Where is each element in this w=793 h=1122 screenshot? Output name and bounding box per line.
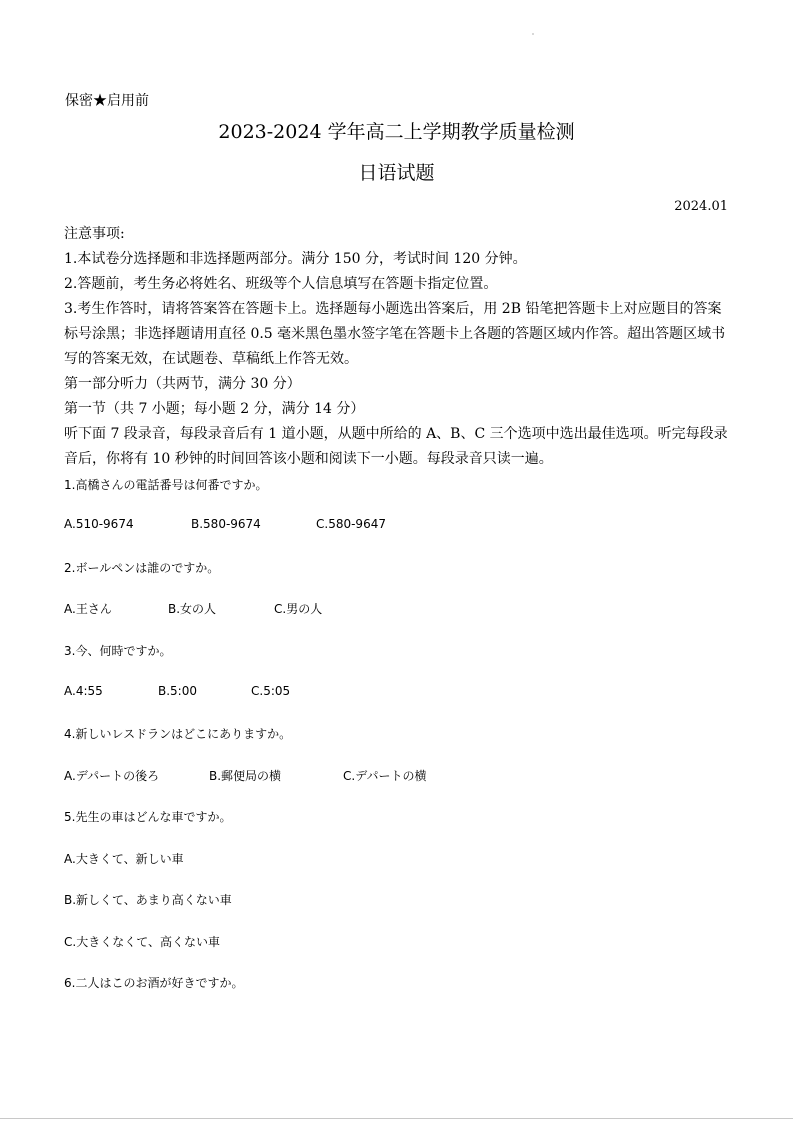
- scan-dot: [532, 33, 534, 35]
- option-b: B.5:00: [158, 684, 197, 698]
- question-text: 4.新しいレスドランはどこにありますか。: [64, 727, 292, 741]
- option-c: C.580-9647: [316, 517, 386, 531]
- note-item: 2.答题前，考生务必将姓名、班级等个人信息填写在答题卡指定位置。: [64, 276, 498, 292]
- option-c: C.5:05: [251, 684, 291, 698]
- option-c: C.大きくなくて、高くない車: [64, 935, 220, 949]
- option-b: B.新しくて、あまり高くない車: [64, 893, 232, 907]
- option-a: A.王さん: [64, 602, 112, 616]
- exam-date: 2024.01: [674, 199, 728, 214]
- question-text: 3.今、何時ですか。: [64, 644, 172, 658]
- question-text: 1.高橋さんの電話番号は何番ですか。: [64, 478, 268, 492]
- option-c: C.男の人: [274, 602, 323, 616]
- option-a: A.デパートの後ろ: [64, 769, 160, 783]
- option-c: C.デパートの横: [343, 769, 427, 783]
- note-item: 1.本试卷分选择题和非选择题两部分。满分 150 分，考试时间 120 分钟。: [64, 251, 527, 267]
- exam-title: 2023-2024 学年高二上学期教学质量检测: [218, 121, 575, 143]
- listening-instructions: 听下面 7 段录音，每段录音后有 1 道小题，从题中所给的 A、B、C 三个选项中选出最佳选项。听完每段录音后，你将有 10 秒钟的时间回答该小题和阅读下一小题。每段录音只读一遍。: [64, 426, 728, 467]
- option-a: A.510-9674: [64, 517, 134, 531]
- exam-subtitle: 日语试题: [358, 162, 435, 184]
- option-a: A.4:55: [64, 684, 103, 698]
- notes-block: [64, 222, 734, 472]
- confidential-label: 保密★启用前: [65, 93, 149, 109]
- question-text: 2.ボールペンは誰のですか。: [64, 561, 220, 575]
- notes-heading: 注意事项:: [64, 226, 125, 242]
- question-text: 5.先生の車はどんな車ですか。: [64, 810, 232, 824]
- section1-heading: 第一节（共 7 小题；每小题 2 分，满分 14 分）: [64, 401, 365, 417]
- option-b: B.580-9674: [191, 517, 261, 531]
- option-b: B.女の人: [168, 602, 217, 616]
- part1-heading: 第一部分听力（共两节，满分 30 分）: [64, 376, 301, 392]
- page-bottom-rule: [0, 1118, 793, 1119]
- note-item: 3.考生作答时，请将答案答在答题卡上。选择题每小题选出答案后，用 2B 铅笔把答题卡上对应题目的答案标号涂黑；非选择题请用直径 0.5 毫米黑色墨水签字笔在答题卡上各题的答题区域内作答。超出答题区域书写的答案无效，在试题卷、草稿纸上作答无效。: [64, 301, 726, 367]
- option-a: A.大きくて、新しい車: [64, 852, 184, 866]
- question-text: 6.二人はこのお酒が好きですか。: [64, 976, 244, 990]
- option-b: B.郵便局の横: [209, 769, 282, 783]
